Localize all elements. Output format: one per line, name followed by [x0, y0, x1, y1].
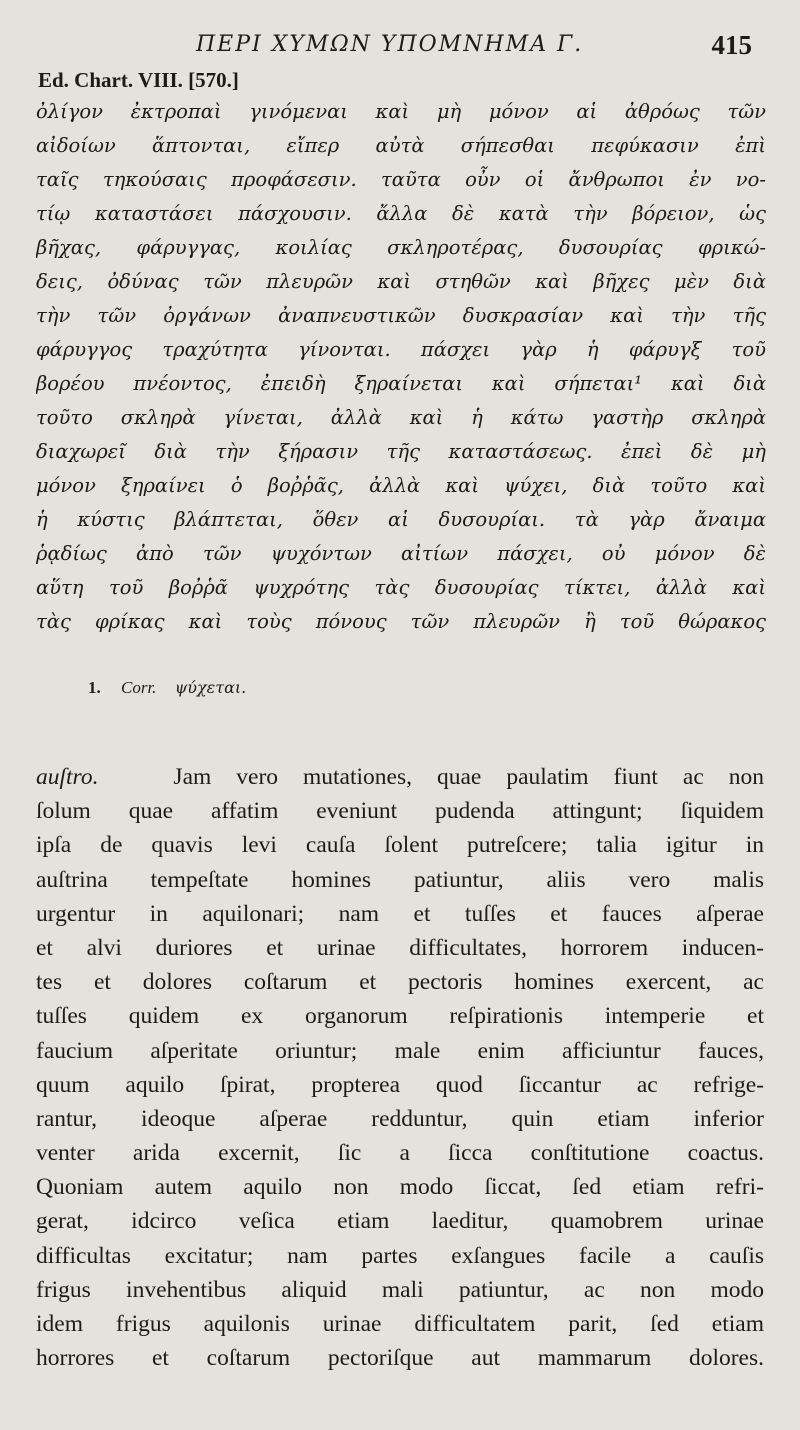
- greek-line: ἡ κύστις βλάπτεται, ὅθεν αἱ δυσουρίαι. τὰ γὰρ ἄναιμα: [36, 508, 766, 531]
- latin-line: gerat, idcirco veſica etiam laeditur, quamobrem urinae: [36, 1208, 764, 1235]
- latin-line: quum aquilo ſpirat, propterea quod ſiccantur ac refrige-: [36, 1071, 764, 1098]
- greek-line: ταῖς τηκούσαις προφάσεσιν. ταῦτα οὖν οἱ ἄνθρωποι ἐν νο-: [36, 168, 766, 191]
- latin-text-block: [36, 760, 764, 1375]
- latin-line: Jam vero mutationes, quae paulatim fiunt ac non: [173, 764, 764, 790]
- footnote-word: ψύχεται.: [174, 678, 247, 697]
- latin-line: et alvi duriores et urinae difficultates, horrorem inducen-: [36, 934, 764, 961]
- latin-line: venter arida excernit, ſic a ſicca conſtitutione coactus.: [36, 1140, 764, 1167]
- latin-line: tes et dolores coſtarum et pectoris homines exercent, ac: [36, 969, 764, 996]
- latin-line: difficultas excitatur; nam partes exſangues facile a cauſis: [36, 1242, 764, 1269]
- latin-line: Quoniam autem aquilo non modo ſiccat, ſed etiam refri-: [36, 1174, 764, 1201]
- greek-line: μόνον ξηραίνει ὁ βοῤῥᾶς, ἀλλὰ καὶ ψύχει, διὰ τοῦτο καὶ: [36, 474, 766, 497]
- footnote-number: 1.: [88, 678, 101, 697]
- latin-line-first: [36, 760, 764, 794]
- latin-line: urgentur in aquilonari; nam et tuſſes et fauces aſperae: [36, 900, 764, 927]
- greek-line: ὀλίγον ἐκτροπαὶ γινόμεναι καὶ μὴ μόνον αἱ ἀθρόως τῶν: [36, 100, 766, 123]
- greek-line: αὕτη τοῦ βοῤῥᾶ ψυχρότης τὰς δυσουρίας τίκτει, ἀλλὰ καὶ: [36, 576, 766, 599]
- greek-line: τὴν τῶν ὀργάνων ἀναπνευστικῶν δυσκρασίαν καὶ τὴν τῆς: [36, 304, 766, 327]
- latin-line: ipſa de quavis levi cauſa ſolent putreſcere; talia igitur in: [36, 832, 764, 859]
- greek-line: τοῦτο σκληρὰ γίνεται, ἀλλὰ καὶ ἡ κάτω γαστὴρ σκληρὰ: [36, 406, 766, 429]
- greek-line: διαχωρεῖ διὰ τὴν ξήρασιν τῆς καταστάσεως. ἐπεὶ δὲ μὴ: [36, 440, 766, 463]
- greek-text-block: [36, 95, 766, 639]
- greek-line: ῥᾳδίως ἀπὸ τῶν ψυχόντων αἰτίων πάσχει, οὐ μόνον δὲ: [36, 542, 766, 565]
- edition-reference: Ed. Chart. VIII. [570.]: [38, 68, 239, 92]
- latin-line: tuſſes quidem ex organorum reſpirationis intemperie et: [36, 1003, 764, 1030]
- greek-line: δεις, ὀδύνας τῶν πλευρῶν καὶ στηθῶν καὶ βῆχες μὲν διὰ: [36, 270, 766, 293]
- latin-line: horrores et coſtarum pectoriſque aut mammarum dolores.: [36, 1345, 764, 1372]
- latin-line: auſtrina tempeſtate homines patiuntur, aliis vero malis: [36, 866, 764, 893]
- greek-line: βορέου πνέοντος, ἐπειδὴ ξηραίνεται καὶ σήπεται¹ καὶ διὰ: [36, 372, 766, 395]
- footnote-label: Corr.: [121, 678, 157, 697]
- latin-lead-word: auſtro.: [36, 764, 99, 790]
- running-head: [0, 32, 800, 66]
- greek-line: αἰδοίων ἅπτονται, εἴπερ αὐτὰ σήπεσθαι πεφύκασιν ἐπὶ: [36, 134, 766, 157]
- greek-line: βῆχας, φάρυγγας, κοιλίας σκληροτέρας, δυσουρίας φρικώ-: [36, 236, 766, 259]
- latin-line: ſolum quae affatim eveniunt pudenda attingunt; ſiquidem: [36, 798, 764, 825]
- greek-line: τίῳ καταστάσει πάσχουσιν. ἄλλα δὲ κατὰ τὴν βόρειον, ὡς: [36, 202, 766, 225]
- page-number: 415: [711, 30, 752, 60]
- greek-line: φάρυγγος τραχύτητα γίνονται. πάσχει γὰρ ἡ φάρυγξ τοῦ: [36, 338, 766, 361]
- latin-line: idem frigus aquilonis urinae difficultatem parit, ſed etiam: [36, 1311, 764, 1337]
- running-title: ΠΕΡΙ ΧΥΜΩΝ ΥΠΟΜΝΗΜΑ Γ.: [196, 32, 584, 57]
- footnote: [88, 678, 246, 698]
- greek-line: τὰς φρίκας καὶ τοὺς πόνους τῶν πλευρῶν ἢ τοῦ θώρακος: [36, 610, 766, 633]
- latin-line: rantur, ideoque aſperae redduntur, quin etiam inferior: [36, 1105, 764, 1132]
- latin-line: faucium aſperitate oriuntur; male enim afficiuntur fauces,: [36, 1037, 764, 1064]
- latin-line: frigus invehentibus aliquid mali patiuntur, ac non modo: [36, 1276, 764, 1303]
